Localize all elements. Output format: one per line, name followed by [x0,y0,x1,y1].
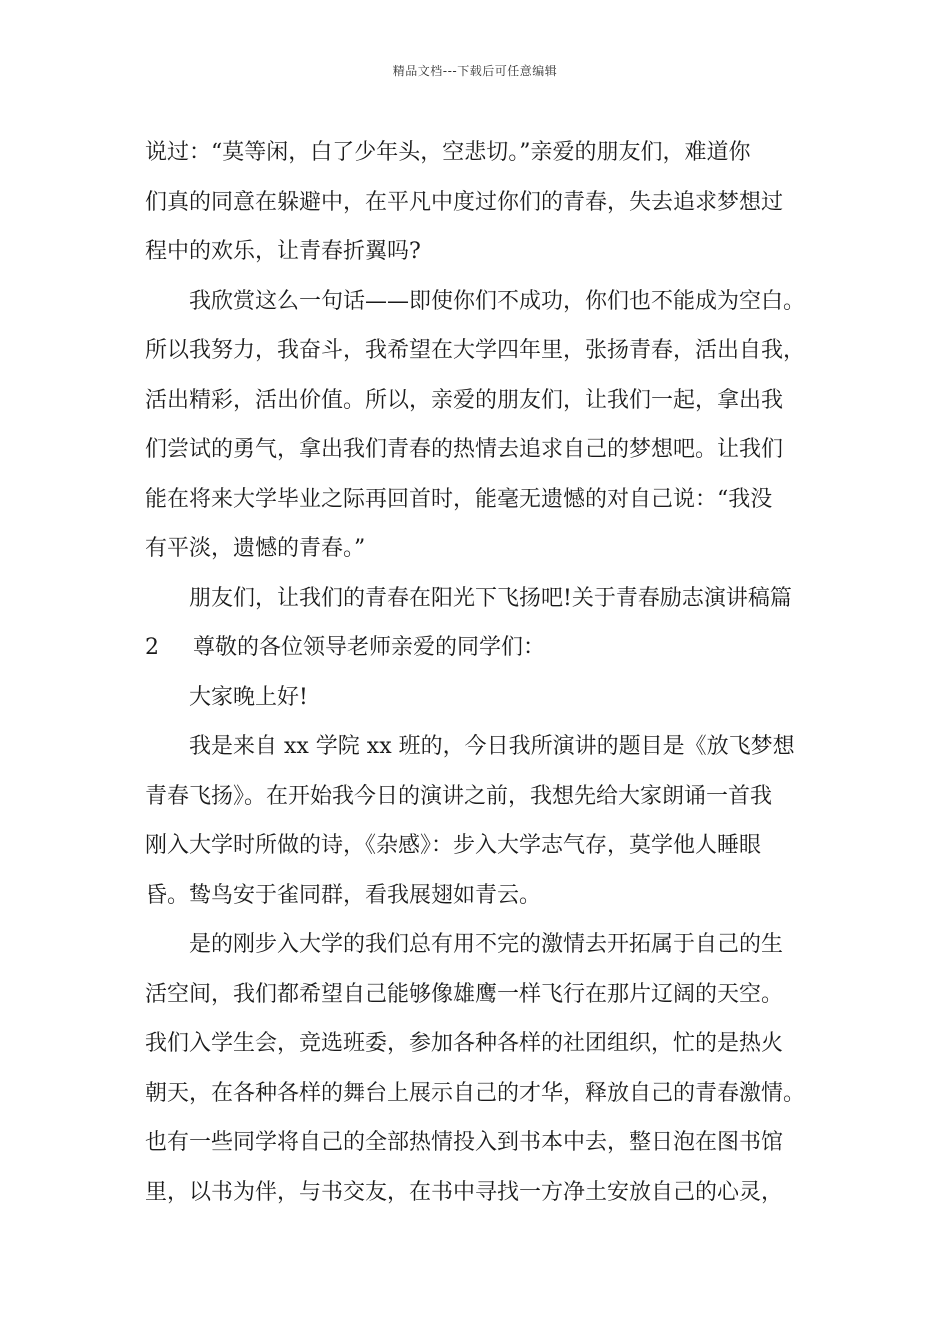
speech-number: 2 [145,635,159,660]
paragraph-3-line-2 [145,623,825,673]
paragraph-6-line-2: 活空间，我们都希望自己能够像雄鹰一样飞行在那片辽阔的天空。 [145,981,784,1007]
paragraph-2-line-5: 能在将来大学毕业之际再回首时，能毫无遗憾的对自己说：“我没 [145,486,773,512]
paragraph-1-line-3: 程中的欢乐，让青春折翼吗? [145,239,421,264]
paragraph-6-line-6: 里，以书为伴，与书交友，在书中寻找一方净土安放自己的心灵， [145,1179,784,1205]
page-header: 精品文档---下载后可任意编辑 [392,64,558,78]
paragraph-2-line-6: 有平淡，遗憾的青春。” [145,536,366,561]
paragraph-3-line-1: 朋友们，让我们的青春在阳光下飞扬吧!关于青春励志演讲稿篇 [189,585,792,611]
paragraph-2-line-4: 们尝试的勇气，拿出我们青春的热情去追求自己的梦想吧。让我们 [145,437,784,462]
paragraph-2-line-2: 所以我努力，我奋斗，我希望在大学四年里，张扬青春，活出自我， [145,338,806,363]
paragraph-5-line-1: 我是来自 xx 学院 xx 班的，今日我所演讲的题目是《放飞梦想 [189,734,795,759]
paragraph-5-line-4: 昏。鸷鸟安于雀同群，看我展翅如青云。 [145,882,542,908]
document-body [145,128,825,1217]
paragraph-1-line-2: 们真的同意在躲避中，在平凡中度过你们的青春，失去追求梦想过 [145,189,784,215]
paragraph-5-line-2: 青春飞扬》。在开始我今日的演讲之前，我想先给大家朗诵一首我 [145,783,773,809]
paragraph-6-line-4: 朝天，在各种各样的舞台上展示自己的才华，释放自己的青春激情。 [145,1080,806,1106]
paragraph-1-line-1: 说过：“莫等闲，白了少年头，空悲切。”亲爱的朋友们，难道你 [145,140,751,165]
paragraph-2-line-1: 我欣赏这么一句话——即使你们不成功，你们也不能成为空白。 [189,288,806,314]
salutation: 尊敬的各位领导老师亲爱的同学们： [193,635,546,660]
paragraph-6-line-1: 是的刚步入大学的我们总有用不完的激情去开拓属于自己的生 [189,932,784,957]
paragraph-6-line-3: 我们入学生会，竞选班委，参加各种各样的社团组织，忙的是热火 [145,1031,784,1056]
paragraph-2-line-3: 活出精彩，活出价值。所以，亲爱的朋友们，让我们一起，拿出我 [145,387,784,413]
paragraph-6-line-5: 也有一些同学将自己的全部热情投入到书本中去，整日泡在图书馆 [145,1130,784,1155]
greeting-line: 大家晚上好! [189,684,308,710]
paragraph-5-line-3: 刚入大学时所做的诗，《杂感》：步入大学志气存，莫学他人睡眼 [145,833,762,858]
